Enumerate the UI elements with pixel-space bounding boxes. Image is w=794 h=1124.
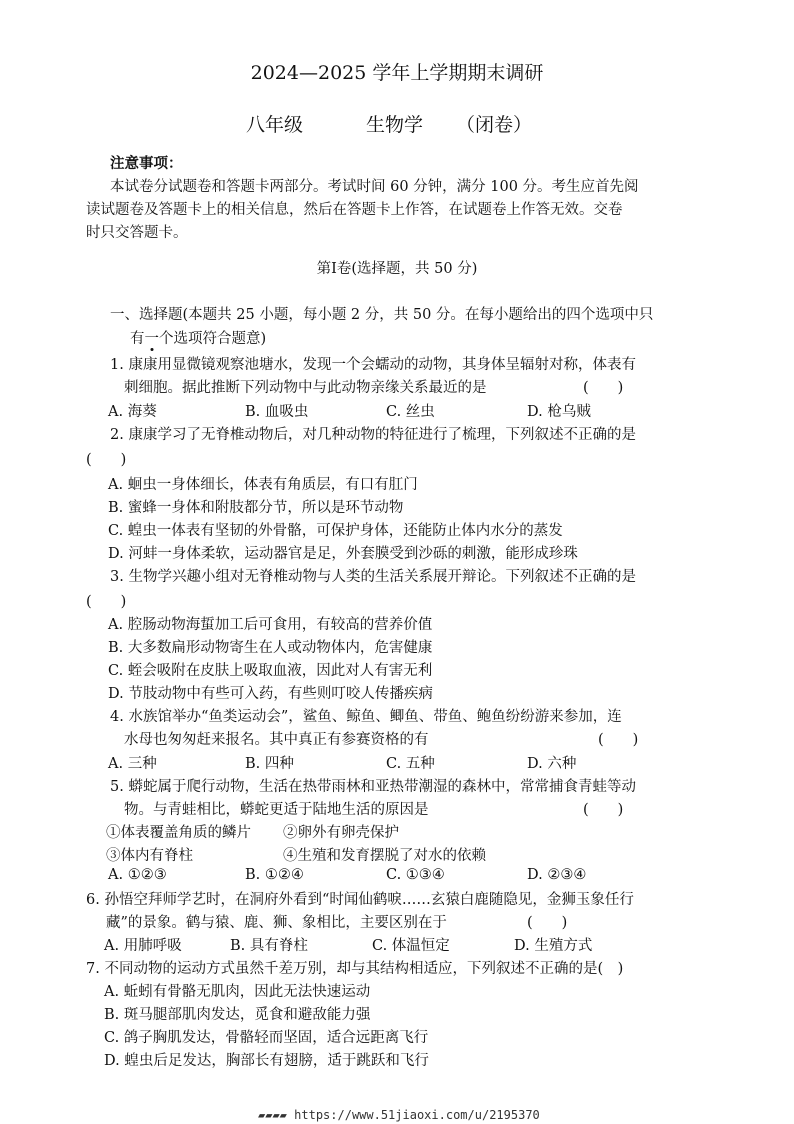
q4-option-a: A. 三种 <box>108 756 157 772</box>
q5-statement: ④生殖和发育摆脱了对水的依赖 <box>283 848 486 864</box>
q2-stem-line1: 2. 康康学习了无脊椎动物后，对几种动物的特征进行了梳理，下列叙述不正确的是 <box>110 427 636 443</box>
q4-stem-line2: 水母也匆匆赶来报名。其中真正有参赛资格的有 <box>124 732 429 748</box>
notice-heading: 注意事项： <box>110 155 183 172</box>
q4-option-b: B. 四种 <box>245 756 294 772</box>
q6-option-b: B. 具有脊柱 <box>230 938 308 954</box>
q1-option-c: C. 丝虫 <box>386 404 435 420</box>
notice-line: 本试卷分试题卷和答题卡两部分。考试时间 60 分钟，满分 100 分。考生应首先阅 <box>110 179 639 195</box>
q3-stem-line1: 3. 生物学兴趣小组对无脊椎动物与人类的生活关系展开辩论。下列叙述不正确的是 <box>110 569 636 585</box>
q1-stem-line1: 1. 康康用显微镜观察池塘水，发现一个会蠕动的动物，其身体呈辐射对称，体表有 <box>110 357 636 373</box>
section1-line2-pre: 有 <box>130 331 145 347</box>
footer-url[interactable]: https://www.51jiaoxi.com/u/2195370 <box>294 1108 540 1122</box>
q5-option-b: B. ①②④ <box>245 867 304 883</box>
q5-statement: ③体内有脊柱 <box>106 848 193 864</box>
q2-option-b: B. 蜜蜂一身体和附肢都分节，所以是环节动物 <box>108 500 404 516</box>
emphasis-dot-char: 一 <box>144 331 159 347</box>
q6-answer-paren: ( ) <box>527 915 568 931</box>
section1-line1: 一、选择题(本题共 25 小题，每小题 2 分，共 50 分。在每小题给出的四个选项中只 <box>110 307 654 323</box>
grade-label: 八年级 <box>246 114 304 136</box>
q7-option-a: A. 蚯蚓有骨骼无肌肉，因此无法快速运动 <box>104 984 371 1000</box>
q5-option-d: D. ②③④ <box>527 867 587 883</box>
q6-stem-line2: 藏”的景象。鹤与猿、鹿、狮、象相比，主要区别在于 <box>106 915 447 931</box>
footer-watermark <box>258 1108 540 1122</box>
notice-line: 时只交答题卡。 <box>86 225 188 241</box>
q6-stem-line1: 6. 孙悟空拜师学艺时，在洞府外看到“时闻仙鹤唳……玄猿白鹿随隐见，金狮玉象任行 <box>86 892 634 908</box>
q6-option-c: C. 体温恒定 <box>372 938 450 954</box>
q5-stem-line1: 5. 蟒蛇属于爬行动物，生活在热带雨林和亚热带潮湿的森林中，常常捕食青蛙等动 <box>110 779 636 795</box>
q5-statement: ②卵外有卵壳保护 <box>283 825 399 841</box>
part1-title: 第Ⅰ卷(选择题，共 50 分) <box>316 261 478 277</box>
q2-option-c: C. 蝗虫一体表有坚韧的外骨骼，可保护身体，还能防止体内水分的蒸发 <box>108 523 563 539</box>
q5-answer-paren: ( ) <box>583 802 624 818</box>
q5-statement: ①体表覆盖角质的鳞片 <box>106 825 251 841</box>
q4-answer-paren: ( ) <box>598 732 639 748</box>
q7-option-b: B. 斑马腿部肌肉发达，觅食和避敌能力强 <box>104 1007 371 1023</box>
q1-option-a: A. 海葵 <box>108 404 157 420</box>
q6-option-a: A. 用肺呼吸 <box>104 938 182 954</box>
footer-prefix: ▰▰▰▰ <box>258 1108 287 1122</box>
q3-option-d: D. 节肢动物中有些可入药，有些则叮咬人传播疾病 <box>108 686 433 702</box>
notice-line: 读试题卷及答题卡上的相关信息，然后在答题卡上作答，在试题卷上作答无效。交卷 <box>86 202 623 218</box>
q1-option-d: D. 枪乌贼 <box>527 404 591 420</box>
q2-option-d: D. 河蚌一身体柔软，运动器官是足，外套膜受到沙砾的刺激，能形成珍珠 <box>108 546 578 562</box>
q1-answer-paren: ( ) <box>583 380 624 396</box>
q1-stem-line2: 刺细胞。据此推断下列动物中与此动物亲缘关系最近的是 <box>124 380 487 396</box>
q3-option-a: A. 腔肠动物海蜇加工后可食用，有较高的营养价值 <box>108 617 433 633</box>
exam-type-label: （闭卷） <box>456 114 533 136</box>
q7-option-d: D. 蝗虫后足发达，胸部长有翅膀，适于跳跃和飞行 <box>104 1053 429 1069</box>
q5-option-a: A. ①②③ <box>108 867 167 883</box>
section1-line2-post: 个选项符合题意) <box>159 331 267 347</box>
subject-label: 生物学 <box>366 114 424 136</box>
q4-option-d: D. 六种 <box>527 756 577 772</box>
q3-option-b: B. 大多数扁形动物寄生在人或动物体内，危害健康 <box>108 640 433 656</box>
exam-title: 2024—2025 学年上学期期末调研 <box>250 62 544 84</box>
q2-answer-paren: ( ) <box>86 452 127 468</box>
q2-option-a: A. 蛔虫一身体细长，体表有角质层，有口有肛门 <box>108 477 418 493</box>
q3-option-c: C. 蛭会吸附在皮肤上吸取血液，因此对人有害无利 <box>108 663 433 679</box>
q3-answer-paren: ( ) <box>86 594 127 610</box>
q7-option-c: C. 鸽子胸肌发达，骨骼轻而坚固，适合远距离飞行 <box>104 1030 429 1046</box>
q5-stem-line2: 物。与青蛙相比，蟒蛇更适于陆地生活的原因是 <box>124 802 429 818</box>
q1-option-b: B. 血吸虫 <box>245 404 309 420</box>
q7-stem-line1: 7. 不同动物的运动方式虽然千差万别，却与其结构相适应，下列叙述不正确的是( ) <box>86 961 624 977</box>
q5-option-c: C. ①③④ <box>386 867 445 883</box>
section1-line2 <box>130 327 266 348</box>
q6-option-d: D. 生殖方式 <box>514 938 593 954</box>
q4-option-c: C. 五种 <box>386 756 435 772</box>
q4-stem-line1: 4. 水族馆举办“鱼类运动会”，鲨鱼、鲸鱼、鲫鱼、带鱼、鲍鱼纷纷游来参加，连 <box>110 709 622 725</box>
